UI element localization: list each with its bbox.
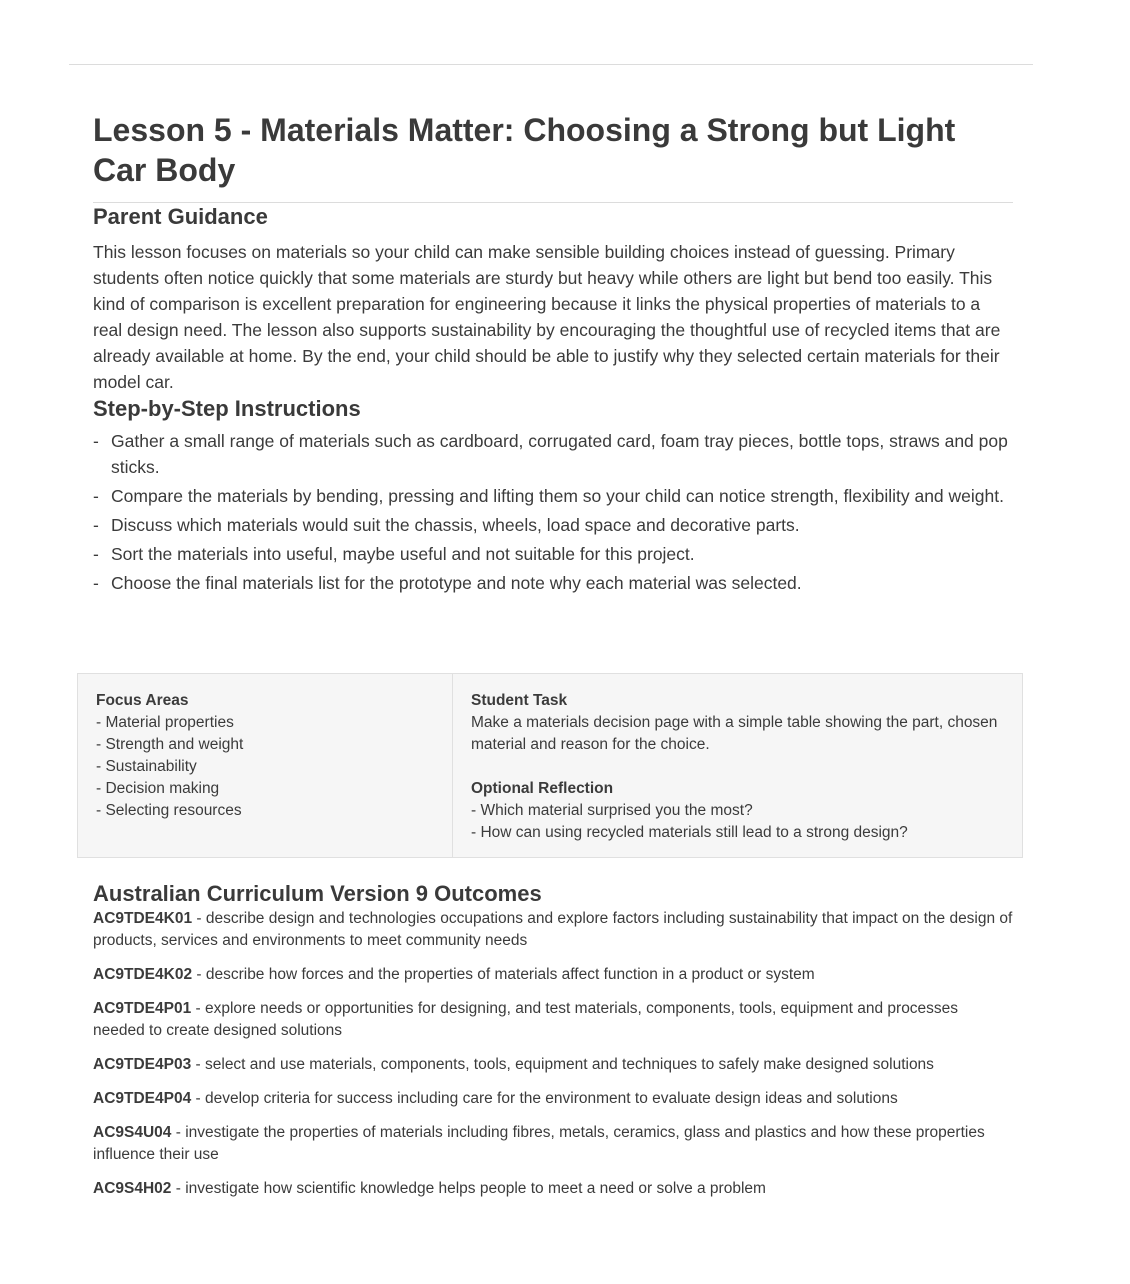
outcome-code: AC9TDE4P04 bbox=[93, 1090, 192, 1107]
page-title: Lesson 5 - Materials Matter: Choosing a Strong but Light Car Body bbox=[93, 110, 1013, 203]
outcome-separator: - bbox=[171, 1124, 186, 1141]
outcome-separator: - bbox=[192, 966, 206, 983]
outcome-code: AC9TDE4K02 bbox=[93, 966, 193, 983]
outcome-item bbox=[93, 1088, 1013, 1110]
bullet-dash: - bbox=[93, 515, 99, 535]
student-task-text: Make a materials decision page with a simple table showing the part, chosen material and reason for the choice. bbox=[471, 714, 998, 753]
list-item bbox=[93, 428, 1013, 480]
step-text: Compare the materials by bending, pressing and lifting them so your child can notice strength, flexibility and weight. bbox=[111, 486, 1004, 506]
outcome-item bbox=[93, 998, 1013, 1042]
bullet-dash: - bbox=[93, 486, 99, 506]
lesson-content bbox=[93, 110, 1013, 599]
outcome-code: AC9TDE4K01 bbox=[93, 910, 193, 927]
focus-item: - Sustainability bbox=[96, 758, 197, 775]
step-text: Discuss which materials would suit the chassis, wheels, load space and decorative parts. bbox=[111, 515, 800, 535]
outcome-item bbox=[93, 1054, 1013, 1076]
outcome-separator: - bbox=[171, 1180, 186, 1197]
outcome-code: AC9TDE4P01 bbox=[93, 1000, 192, 1017]
focus-item: - Decision making bbox=[96, 780, 220, 797]
outcome-code: AC9TDE4P03 bbox=[93, 1056, 192, 1073]
step-text: Gather a small range of materials such as cardboard, corrugated card, foam tray pieces, bottle tops, straws and pop sticks. bbox=[111, 431, 1008, 477]
outcome-text: investigate how scientific knowledge helps people to meet a need or solve a problem bbox=[185, 1180, 766, 1197]
parent-guidance-text: This lesson focuses on materials so your child can make sensible building choices instead of guessing. Primary students often notice quickly that some materials are sturdy but heavy while others are light but bend too easily. This kind of comparison is excellent preparation for engineering because it links the physical properties of materials to a real design need. The lesson also supports sustainability by encouraging the thoughtful use of recycled items that are already available at home. By the end, your child should be able to justify why they selected certain materials for their model car. bbox=[93, 242, 1001, 392]
student-task-column bbox=[453, 674, 1022, 857]
outcomes-heading: Australian Curriculum Version 9 Outcomes bbox=[93, 881, 542, 906]
outcome-separator: - bbox=[192, 910, 206, 927]
outcome-separator: - bbox=[191, 1090, 205, 1107]
outcome-item bbox=[93, 908, 1013, 952]
reflection-item: - How can using recycled materials still lead to a strong design? bbox=[471, 824, 908, 841]
reflection-item: - Which material surprised you the most? bbox=[471, 802, 753, 819]
outcome-text: describe design and technologies occupations and explore factors including sustainability that impact on the design of products, services and environments to meet community needs bbox=[93, 910, 1013, 949]
steps-heading: Step-by-Step Instructions bbox=[93, 396, 361, 421]
summary-panel bbox=[77, 673, 1023, 858]
list-item bbox=[93, 570, 1013, 596]
parent-guidance-heading: Parent Guidance bbox=[93, 204, 268, 229]
bullet-dash: - bbox=[93, 431, 99, 451]
outcome-text: select and use materials, components, tools, equipment and techniques to safely make designed solutions bbox=[205, 1056, 934, 1073]
step-text: Choose the final materials list for the prototype and note why each material was selected. bbox=[111, 573, 802, 593]
outcome-text: develop criteria for success including care for the environment to evaluate design ideas and solutions bbox=[205, 1090, 898, 1107]
outcome-separator: - bbox=[191, 1000, 205, 1017]
list-item bbox=[93, 483, 1013, 509]
outcome-text: describe how forces and the properties of materials affect function in a product or system bbox=[205, 966, 815, 983]
outcome-code: AC9S4U04 bbox=[93, 1124, 172, 1141]
list-item bbox=[93, 541, 1013, 567]
student-task-heading: Student Task bbox=[471, 692, 568, 709]
steps-list bbox=[93, 428, 1013, 596]
list-item bbox=[93, 512, 1013, 538]
top-divider bbox=[69, 64, 1033, 65]
bullet-dash: - bbox=[93, 573, 99, 593]
bullet-dash: - bbox=[93, 544, 99, 564]
reflection-heading: Optional Reflection bbox=[471, 780, 614, 797]
focus-areas-heading: Focus Areas bbox=[96, 692, 189, 709]
curriculum-outcomes bbox=[93, 880, 1013, 1212]
focus-item: - Material properties bbox=[96, 714, 234, 731]
outcome-item bbox=[93, 1122, 1013, 1166]
outcome-item bbox=[93, 1178, 1013, 1200]
focus-item: - Selecting resources bbox=[96, 802, 242, 819]
focus-item: - Strength and weight bbox=[96, 736, 244, 753]
outcome-item bbox=[93, 964, 1013, 986]
outcome-text: explore needs or opportunities for designing, and test materials, components, tools, equipment and processes needed to create designed solutions bbox=[93, 1000, 959, 1039]
focus-areas-column bbox=[78, 674, 453, 857]
outcome-code: AC9S4H02 bbox=[93, 1180, 172, 1197]
outcome-separator: - bbox=[191, 1056, 205, 1073]
outcome-text: investigate the properties of materials including fibres, metals, ceramics, glass and plastics and how these properties influence their use bbox=[93, 1124, 985, 1163]
step-text: Sort the materials into useful, maybe useful and not suitable for this project. bbox=[111, 544, 695, 564]
